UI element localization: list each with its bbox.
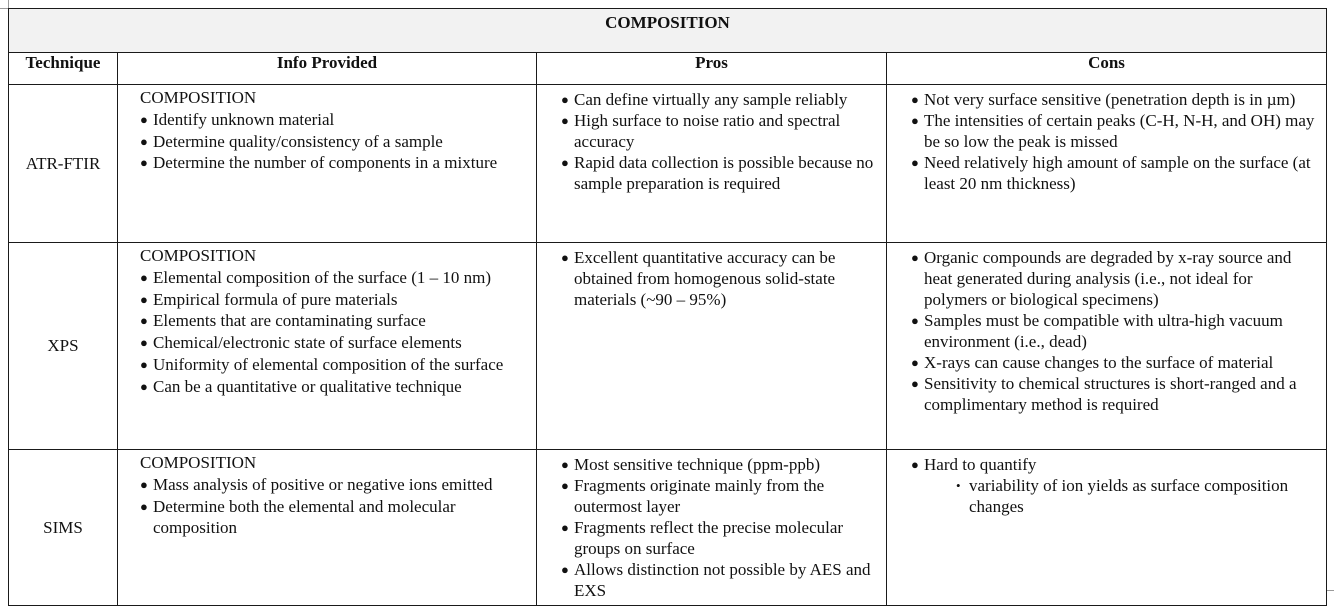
cons-sub-list — [924, 475, 1316, 517]
list-item — [561, 247, 876, 310]
list-item — [140, 354, 530, 376]
list-item-text: Empirical formula of pure materials — [153, 289, 398, 309]
list-item-text: Mass analysis of positive or negative ions emitted — [153, 474, 493, 494]
list-item — [911, 310, 1316, 352]
list-item — [911, 247, 1316, 310]
list-item-text: Determine both the elemental and molecular composition — [153, 496, 456, 538]
list-item-text: Elements that are contaminating surface — [153, 311, 426, 331]
list-item — [140, 152, 530, 174]
list-item — [140, 289, 530, 311]
bullet-icon: ● — [140, 498, 148, 514]
pros-cell — [537, 85, 887, 243]
bullet-icon: ● — [561, 250, 569, 265]
table-row — [9, 243, 1327, 450]
list-item-text: X-rays can cause changes to the surface of material — [924, 353, 1274, 372]
info-cell — [118, 85, 537, 243]
list-item-text: Fragments originate mainly from the outermost layer — [574, 476, 825, 516]
list-item — [140, 332, 530, 354]
header-pros: Pros — [537, 53, 887, 85]
list-item — [140, 474, 530, 496]
list-item-text: Determine the number of components in a mixture — [153, 153, 498, 173]
info-label: COMPOSITION — [140, 453, 257, 472]
list-item — [140, 267, 530, 289]
header-cons: Cons — [887, 53, 1327, 85]
list-item — [140, 310, 530, 332]
list-item — [911, 352, 1316, 373]
list-item — [140, 109, 530, 131]
pros-list — [561, 89, 876, 194]
list-item — [561, 559, 876, 601]
bullet-icon: ● — [911, 457, 919, 472]
bullet-icon: ● — [911, 113, 919, 128]
list-item-text: Rapid data collection is possible because no sample preparation is required — [574, 153, 874, 193]
list-item-text: Most sensitive technique (ppm-ppb) — [574, 455, 820, 474]
technique-cell: SIMS — [9, 450, 118, 606]
bullet-icon: ● — [140, 313, 148, 329]
bullet-icon: ● — [140, 133, 148, 149]
bullet-icon: ● — [911, 250, 919, 265]
bullet-icon: ● — [140, 476, 148, 492]
bullet-icon: ● — [911, 155, 919, 170]
info-label: COMPOSITION — [140, 88, 257, 107]
list-item-text: Excellent quantitative accuracy can be obtained from homogenous solid-state materials (~90 – 95%) — [574, 248, 836, 309]
list-item-text: Can be a quantitative or qualitative technique — [153, 376, 462, 396]
info-cell — [118, 450, 537, 606]
cons-cell — [887, 85, 1327, 243]
list-item-text: High surface to noise ratio and spectral accuracy — [574, 111, 841, 151]
list-item-text: Organic compounds are degraded by x-ray source and heat generated during analysis (i.e., not ideal for polymers or biological specimens) — [924, 248, 1292, 309]
list-item-text: Sensitivity to chemical structures is short-ranged and a complimentary method is required — [924, 374, 1297, 414]
bullet-icon: ● — [561, 457, 569, 472]
info-cell — [118, 243, 537, 450]
composition-table — [8, 8, 1327, 606]
list-item — [140, 376, 530, 398]
list-item-text: Uniformity of elemental composition of the surface — [153, 354, 504, 374]
table-row — [9, 85, 1327, 243]
table-title: COMPOSITION — [9, 9, 1327, 53]
list-item-text: Chemical/electronic state of surface elements — [153, 333, 462, 353]
table-row — [9, 450, 1327, 606]
technique-cell: XPS — [9, 243, 118, 450]
list-item — [911, 373, 1316, 415]
header-info-provided: Info Provided — [118, 53, 537, 85]
bullet-icon: ● — [140, 155, 148, 171]
cons-list — [911, 89, 1316, 194]
cons-list — [911, 454, 1316, 517]
list-item — [561, 475, 876, 517]
bullet-icon: ● — [140, 356, 148, 372]
cons-cell — [887, 450, 1327, 606]
bullet-icon: ● — [561, 113, 569, 128]
bullet-icon: ● — [561, 562, 569, 577]
pros-cell — [537, 450, 887, 606]
list-item — [561, 110, 876, 152]
bullet-icon: ● — [561, 520, 569, 535]
info-label: COMPOSITION — [140, 246, 257, 265]
page-corner-mark-bottom-right — [1326, 590, 1334, 599]
list-item — [911, 89, 1316, 110]
pros-list — [561, 247, 876, 310]
list-item — [911, 152, 1316, 194]
bullet-icon: ● — [140, 291, 148, 307]
pros-cell — [537, 243, 887, 450]
list-item-text: Hard to quantify — [924, 455, 1037, 474]
list-item — [561, 89, 876, 110]
list-item — [911, 454, 1316, 517]
list-item-text: Can define virtually any sample reliably — [574, 90, 848, 109]
list-item-text: Fragments reflect the precise molecular groups on surface — [574, 518, 844, 558]
list-item-text: variability of ion yields as surface composition changes — [969, 476, 1289, 516]
bullet-icon: ● — [561, 92, 569, 107]
header-technique: Technique — [9, 53, 118, 85]
bullet-icon: ● — [911, 313, 919, 328]
list-item-text: Not very surface sensitive (penetration depth is in µm) — [924, 90, 1296, 109]
bullet-icon: ● — [911, 376, 919, 391]
bullet-icon: ● — [140, 335, 148, 351]
list-item-text: Determine quality/consistency of a sample — [153, 131, 443, 151]
technique-cell: ATR-FTIR — [9, 85, 118, 243]
cons-list — [911, 247, 1316, 415]
bullet-icon: ● — [911, 92, 919, 107]
list-item — [561, 454, 876, 475]
list-item — [561, 517, 876, 559]
list-item-text: The intensities of certain peaks (C-H, N-H, and OH) may be so low the peak is missed — [924, 111, 1315, 151]
list-item — [911, 110, 1316, 152]
pros-list — [561, 454, 876, 601]
info-list — [140, 267, 530, 398]
bullet-icon: ● — [911, 355, 919, 370]
bullet-icon: ● — [140, 378, 148, 394]
list-item — [140, 496, 530, 540]
bullet-icon: ● — [561, 478, 569, 493]
cons-cell — [887, 243, 1327, 450]
bullet-icon: ● — [140, 269, 148, 285]
list-item-text: Identify unknown material — [153, 109, 335, 129]
list-item — [561, 152, 876, 194]
header-row — [9, 53, 1327, 85]
sub-list-item — [956, 475, 1316, 517]
bullet-icon: • — [956, 478, 961, 493]
list-item-text: Samples must be compatible with ultra-high vacuum environment (i.e., dead) — [924, 311, 1283, 351]
list-item-text: Need relatively high amount of sample on the surface (at least 20 nm thickness) — [924, 153, 1311, 193]
list-item-text: Elemental composition of the surface (1 – 10 nm) — [153, 267, 492, 287]
info-list — [140, 109, 530, 174]
bullet-icon: ● — [561, 155, 569, 170]
list-item-text: Allows distinction not possible by AES and EXS — [574, 560, 871, 600]
list-item — [140, 131, 530, 153]
info-list — [140, 474, 530, 539]
bullet-icon: ● — [140, 111, 148, 127]
